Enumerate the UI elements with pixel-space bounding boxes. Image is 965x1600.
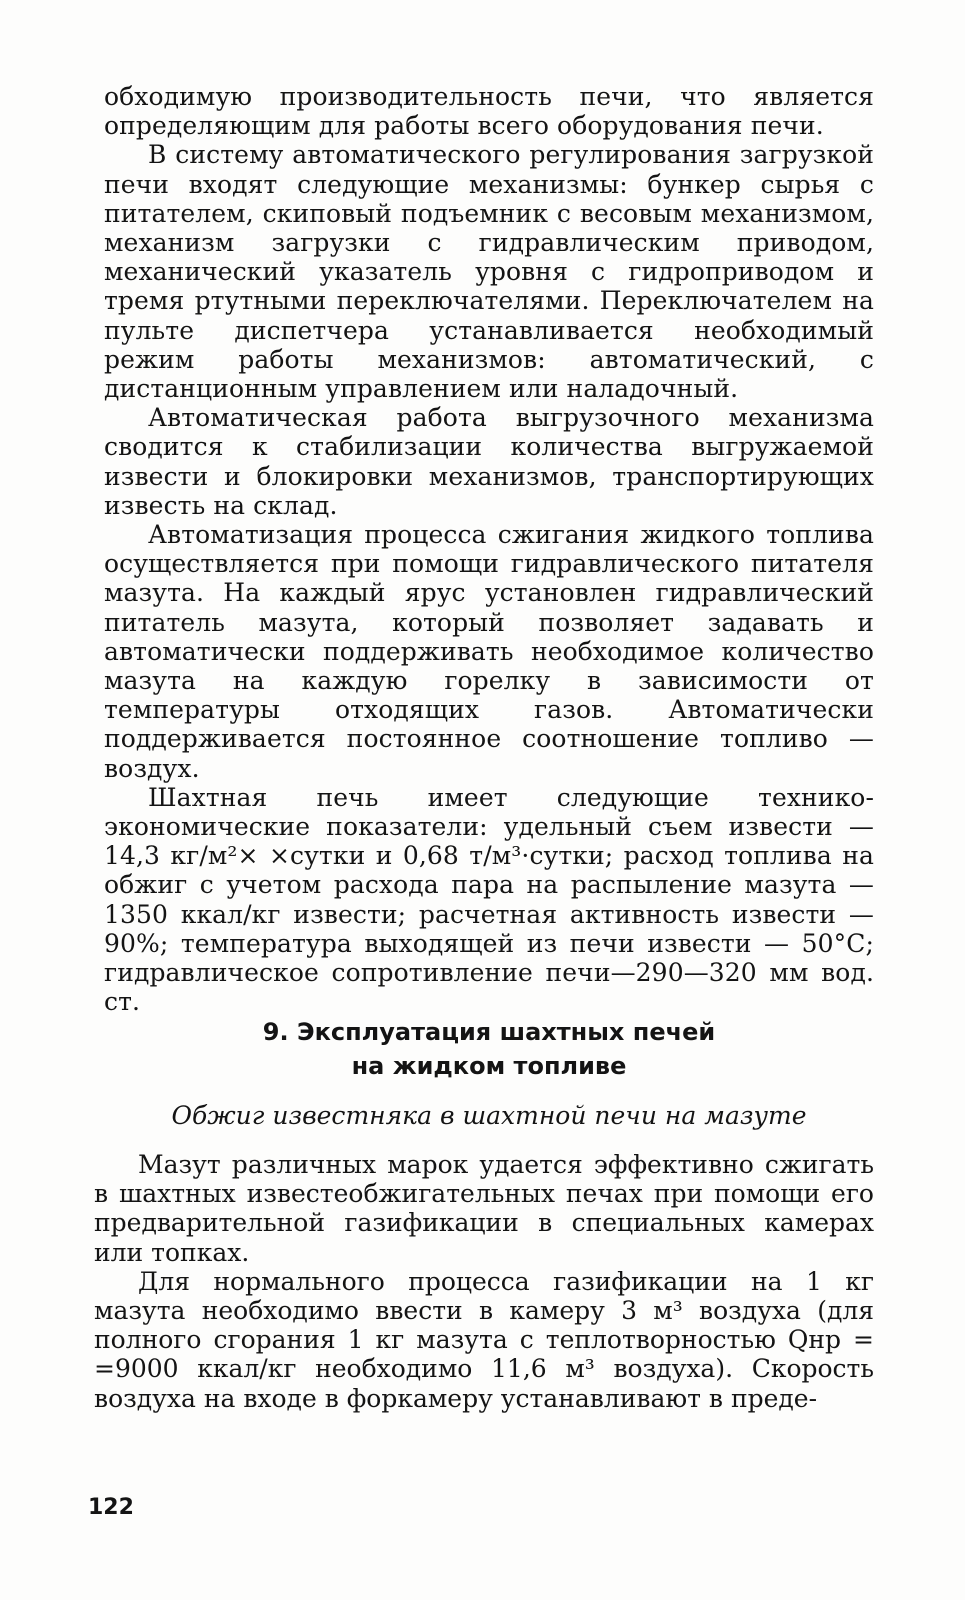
main-text <box>104 82 874 1017</box>
paragraph-fuel-automation: Автоматизация процесса сжигания жидкого топлива осуществляется при помощи гидравлического питателя мазута. На каждый ярус установлен гидравлический питатель мазута, который позволяет задавать и автоматически поддерживать необходимое количество мазута на каждую горелку в зависимости от температуры отходящих газов. Автоматически поддерживается постоянное соотношение топливо — воздух. <box>104 520 874 783</box>
section-heading <box>104 1015 874 1083</box>
section-text <box>94 1150 874 1413</box>
section-heading-line-2: на жидком топливе <box>351 1052 627 1080</box>
paragraph-continuation: обходимую производительность печи, что является определяющим для работы всего оборудования печи. <box>104 82 874 141</box>
section-heading-line-1: 9. Эксплуатация шахтных печей <box>262 1018 716 1046</box>
section-subheading: Обжиг известняка в шахтной печи на мазуте <box>171 1101 807 1130</box>
paragraph-performance-indicators: Шахтная печь имеет следующие технико-экономические показатели: удельный съем извести — 14,3 кг/м²× ×сутки и 0,68 т/м³·сутки; расход топлива на обжиг с учетом расхода пара на распыление мазута — 1350 ккал/кг извести; расчетная активность извести — 90%; температура выходящей из печи извести — 50°C; гидравлическое сопротивление печи—290—320 мм вод. ст. <box>104 782 874 1017</box>
paragraph-unloading-mechanism: Автоматическая работа выгрузочного механизма сводится к стабилизации количества выгружаемой извести и блокировки механизмов, транспортирующих известь на склад. <box>104 403 874 520</box>
paragraph-gasification-process: Для нормального процесса газификации на 1 кг мазута необходимо ввести в камеру 3 м³ воздуха (для полного сгорания 1 кг мазута с теплотворностью Qнр = =9000 ккал/кг необходимо 11,6 м³ воздуха). Скорость воздуха на входе в форкамеру устанавливают в преде- <box>94 1266 874 1413</box>
page-number: 122 <box>88 1495 134 1520</box>
paragraph-loading-control: В систему автоматического регулирования загрузкой печи входят следующие механизмы: бункер сырья с питателем, скиповый подъемник с весовым механизмом, механизм загрузки с гидравлическим приводом, механический указатель уровня с гидроприводом и тремя ртутными переключателями. Переключателем на пульте диспетчера устанавливается необходимый режим работы механизмов: автоматический, с дистанционным управлением или наладочный. <box>104 140 874 404</box>
paragraph-fuel-oil-gasification: Мазут различных марок удается эффективно сжигать в шахтных известеобжигательных печах при помощи его предварительной газификации в специальных камерах или топках. <box>94 1150 874 1267</box>
